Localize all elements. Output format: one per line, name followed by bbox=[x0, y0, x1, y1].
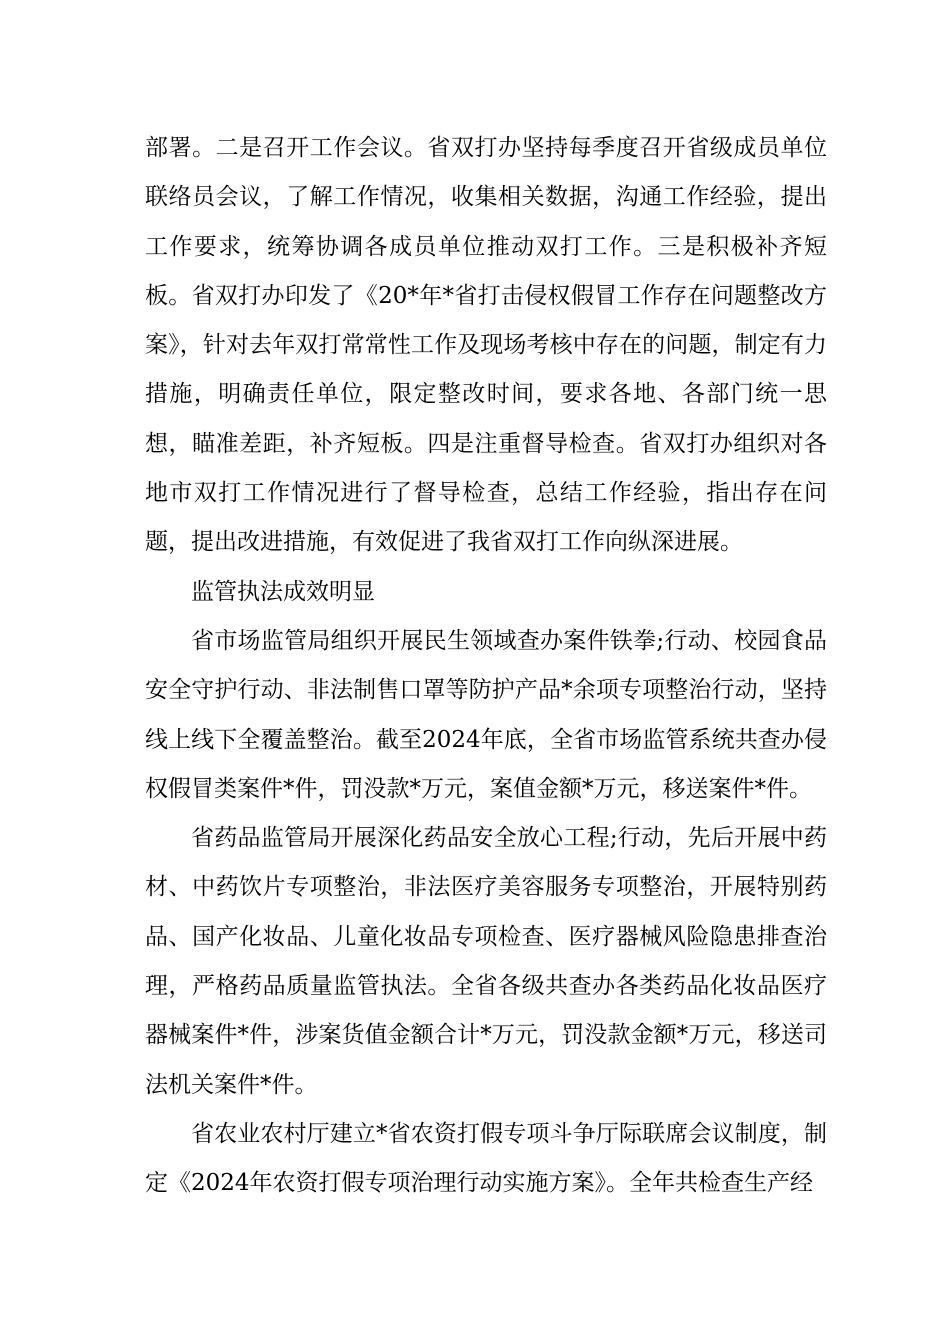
paragraph-agriculture: 省农业农村厅建立*省农资打假专项斗争厅际联席会议制度，制定《2024年农资打假专项治理行动实施方案》。全年共检查生产经 bbox=[145, 1120, 827, 1197]
section-heading: 监管执法成效明显 bbox=[191, 578, 375, 605]
document-body bbox=[145, 124, 827, 1209]
paragraph-continuation: 部署。二是召开工作会议。省双打办坚持每季度召开省级成员单位联络员会议，了解工作情况，收集相关数据，沟通工作经验，提出工作要求，统筹协调各成员单位推动双打工作。三是积极补齐短板。省双打办印发了《20*年*省打击侵权假冒工作存在问题整改方案》，针对去年双打常常性工作及现场考核中存在的问题，制定有力措施，明确责任单位，限定整改时间，要求各地、各部门统一思想，瞄准差距，补齐短板。四是注重督导检查。省双打办组织对各地市双打工作情况进行了督导检查，总结工作经验，指出存在问题，提出改进措施，有效促进了我省双打工作向纵深进展。 bbox=[145, 135, 827, 556]
paragraph-market-supervision: 省市场监管局组织开展民生领域查办案件铁拳;行动、校园食品安全守护行动、非法制售口罩等防护产品*余项专项整治行动，坚持线上线下全覆盖整治。截至2024年底，全省市场监管系统共查办侵权假冒类案件*件，罚没款*万元，案值金额*万元，移送案件*件。 bbox=[145, 627, 827, 802]
paragraph-drug-supervision: 省药品监管局开展深化药品安全放心工程;行动，先后开展中药材、中药饮片专项整治，非法医疗美容服务专项整治，开展特别药品、国产化妆品、儿童化妆品专项检查、医疗器械风险隐患排查治理，严格药品质量监管执法。全省各级共查办各类药品化妆品医疗器械案件*件，涉案货值金额合计*万元，罚没款金额*万元，移送司法机关案件*件。 bbox=[145, 825, 827, 1098]
